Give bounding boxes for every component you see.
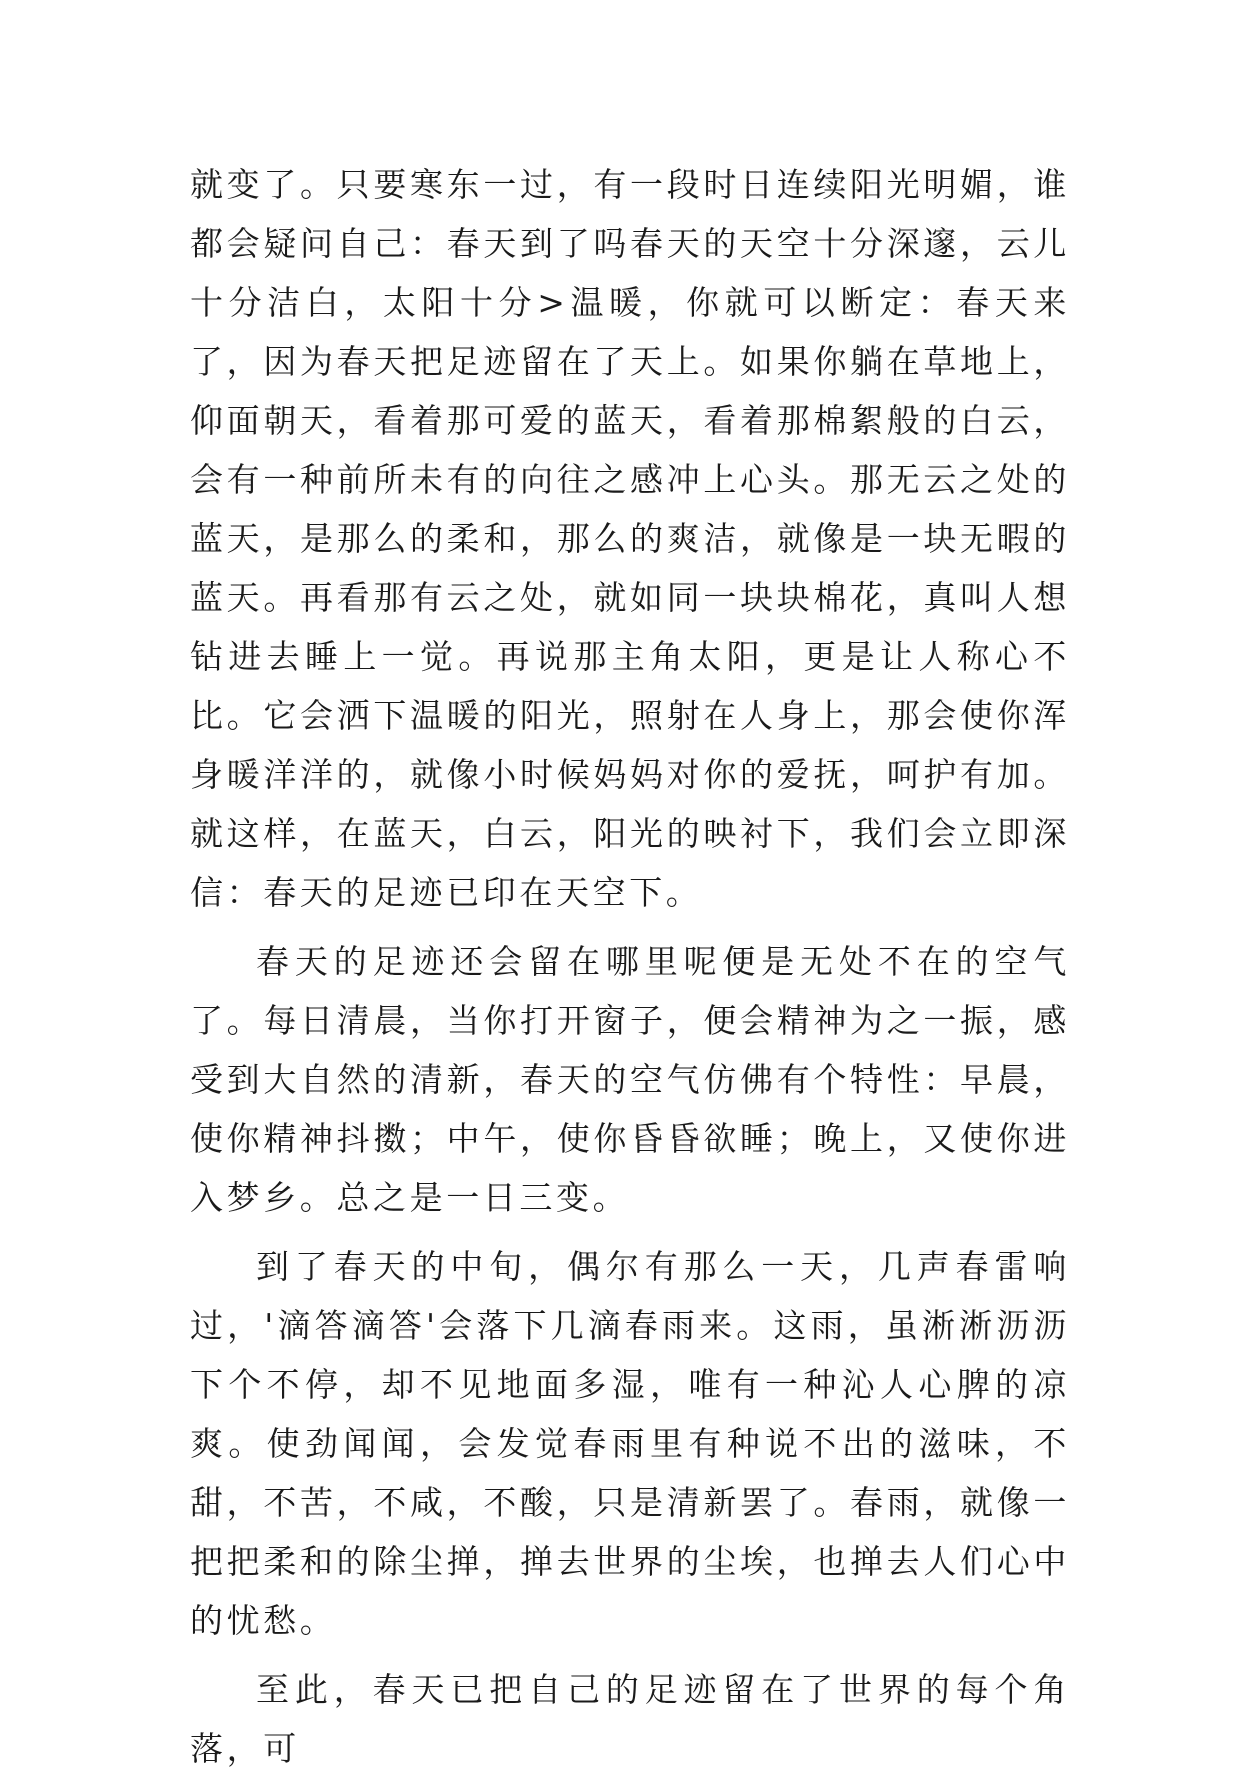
- paragraph-2: 春天的足迹还会留在哪里呢便是无处不在的空气了。每日清晨，当你打开窗子，便会精神为之一振，感受到大自然的清新，春天的空气仿佛有个特性：早晨，使你精神抖擞；中午，使你昏昏欲睡；晚上，又使你进入梦乡。总之是一日三变。: [190, 942, 1070, 1217]
- document-body: [190, 155, 1070, 1788]
- paragraph-1: 就变了。只要寒东一过，有一段时日连续阳光明媚，谁都会疑问自己：春天到了吗春天的天空十分深邃，云儿十分洁白，太阳十分>温暖，你就可以断定：春天来了，因为春天把足迹留在了天上。如果你躺在草地上，仰面朝天，看着那可爱的蓝天，看着那棉絮般的白云，会有一种前所未有的向往之感冲上心头。那无云之处的蓝天，是那么的柔和，那么的爽洁，就像是一块无暇的蓝天。再看那有云之处，就如同一块块棉花，真叫人想钻进去睡上一觉。再说那主角太阳，更是让人称心不比。它会洒下温暖的阳光，照射在人身上，那会使你浑身暖洋洋的，就像小时候妈妈对你的爱抚，呵护有加。就这样，在蓝天，白云，阳光的映衬下，我们会立即深信：春天的足迹已印在天空下。: [190, 165, 1070, 912]
- paragraph-3: 到了春天的中旬，偶尔有那么一天，几声春雷响过，'滴答滴答'会落下几滴春雨来。这雨，虽淅淅沥沥下个不停，却不见地面多湿，唯有一种沁人心脾的凉爽。使劲闻闻，会发觉春雨里有种说不出的滋味，不甜，不苦，不咸，不酸，只是清新罢了。春雨，就像一把把柔和的除尘掸，掸去世界的尘埃，也掸去人们心中的忧愁。: [190, 1247, 1070, 1640]
- paragraph-4: 至此，春天已把自己的足迹留在了世界的每个角落，可: [190, 1670, 1070, 1768]
